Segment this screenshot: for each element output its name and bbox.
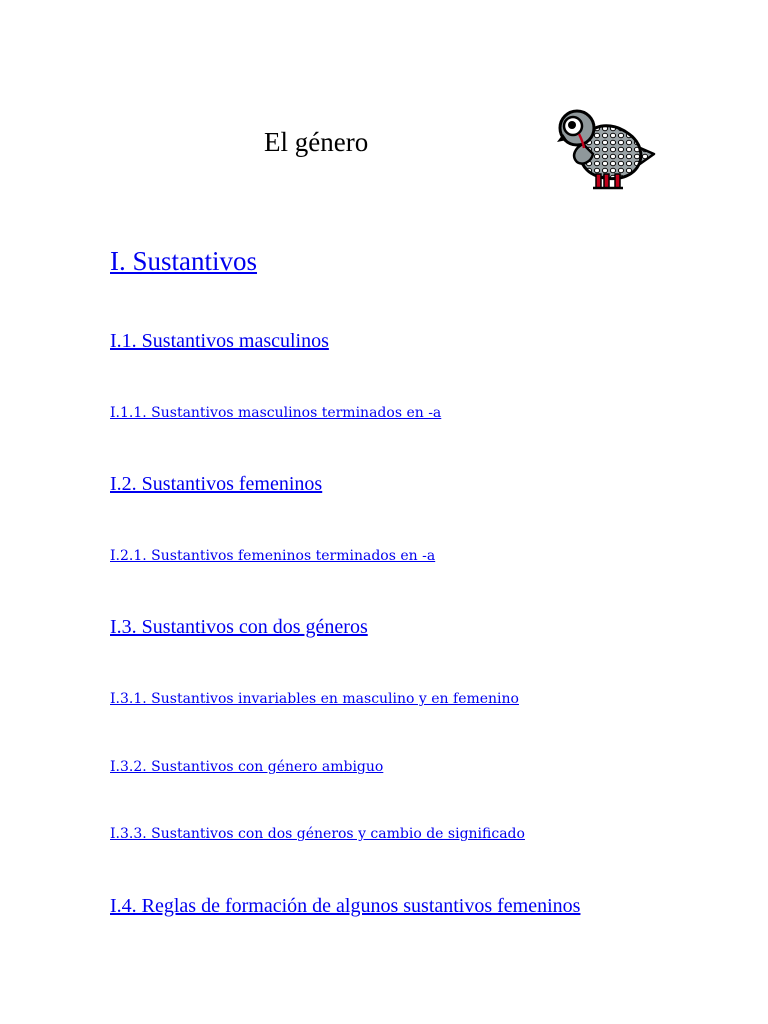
bird-icon	[553, 104, 657, 192]
page-title: El género	[264, 127, 369, 157]
toc-link-genero-ambiguo[interactable]: I.3.2. Sustantivos con género ambiguo	[110, 759, 384, 775]
toc-link-cambio-significado[interactable]: I.3.3. Sustantivos con dos géneros y cambio de significado	[110, 826, 525, 842]
toc-link-sustantivos[interactable]: I. Sustantivos	[110, 246, 258, 276]
toc-link-invariables[interactable]: I.3.1. Sustantivos invariables en masculino y en femenino	[110, 691, 519, 707]
toc-link-masculinos-terminados-a[interactable]: I.1.1. Sustantivos masculinos terminados en -a	[110, 405, 442, 421]
toc-link-reglas-formacion-femeninos[interactable]: I.4. Reglas de formación de algunos sustantivos femeninos	[110, 895, 581, 917]
toc-link-sustantivos-masculinos[interactable]: I.1. Sustantivos masculinos	[110, 330, 329, 352]
toc-link-sustantivos-dos-generos[interactable]: I.3. Sustantivos con dos géneros	[110, 616, 368, 638]
toc-link-femeninos-terminados-a[interactable]: I.2.1. Sustantivos femeninos terminados en -a	[110, 548, 436, 564]
toc-link-sustantivos-femeninos[interactable]: I.2. Sustantivos femeninos	[110, 473, 323, 495]
